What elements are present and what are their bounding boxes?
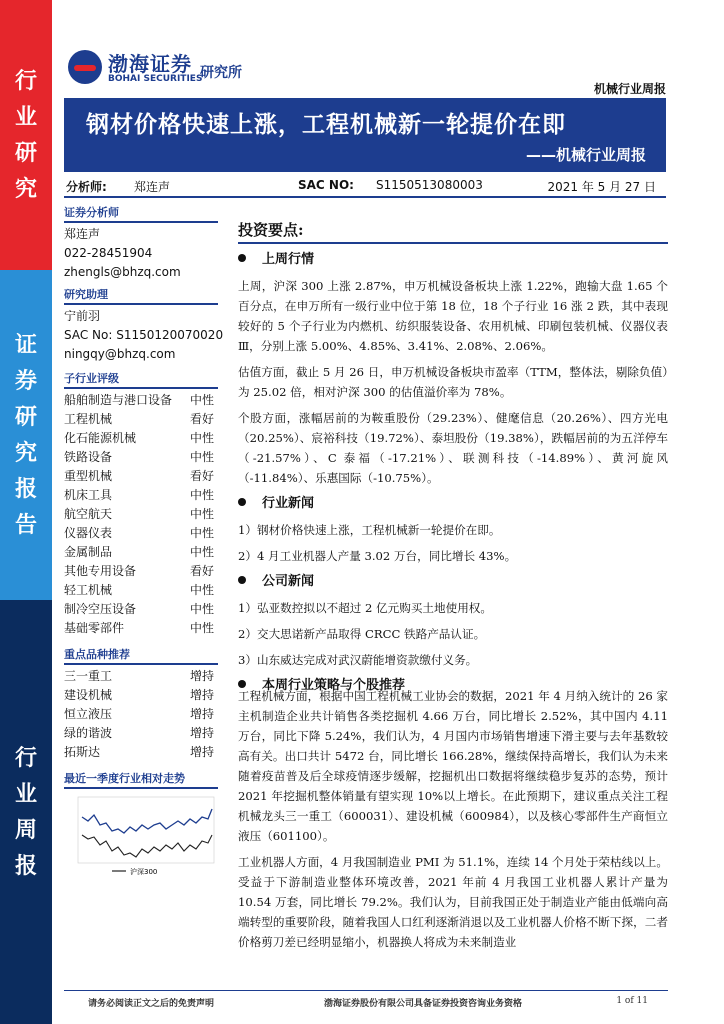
rating-row: [64, 410, 218, 429]
pick-name: 建设机械: [64, 688, 113, 702]
rating-rating: 中性: [189, 602, 214, 616]
section-market-review: [238, 250, 668, 270]
sac-label: SAC NO:: [298, 178, 354, 192]
rating-rating: 中性: [189, 526, 214, 540]
sidebar-char: 周: [14, 817, 37, 843]
news-item: 1）钢材价格快速上涨，工程机械新一轮提价在即。: [238, 523, 501, 537]
analyst-meta-row: [64, 175, 666, 195]
rating-name: 仪器仪表: [64, 526, 113, 540]
analyst-section-heading: 证券分析师: [64, 204, 218, 223]
rating-name: 基础零部件: [64, 621, 125, 635]
sidebar-securities-report: [0, 270, 52, 600]
report-date: 2021 年 5 月 27 日: [547, 180, 656, 194]
analyst-contact-email[interactable]: zhengls@bhzq.com: [64, 265, 181, 279]
rating-rating: 中性: [189, 583, 214, 597]
assistant-name: 宁前羽: [64, 309, 101, 323]
page-subtitle: ——机械行业周报: [525, 146, 646, 164]
analyst-label: 分析师:: [66, 180, 107, 194]
pick-row: [64, 667, 218, 686]
rating-name: 航空航天: [64, 507, 113, 521]
pick-name: 恒立液压: [64, 707, 113, 721]
left-info-column: [64, 204, 224, 880]
sidebar-char: 究: [14, 176, 37, 202]
company-news-item: 2）交大思诺新产品取得 CRCC 铁路产品认证。: [238, 627, 486, 641]
sidebar-char: 证: [14, 332, 37, 358]
paragraph-construction-machinery: 工程机械方面，根据中国工程机械工业协会的数据，2021 年 4 月纳入统计的 26 家主机制造企业共计销售各类挖掘机 4.66 万台，同比增长 2.52%，其中国内 4.11 万台，同比下降 5.24%，我们认为，4 月国内市场销售增速下滑主要与去年基数较高有关。出口共计 5472 台，同比增长 166.28%，继续保持高增长，我们认为未来随着疫苗普及后全球疫情逐步缓解，挖掘机出口数据将继续稳步复苏的态势，预计 2021 年挖掘机整体销量有望实现 10%以上增长。在此预期下，建议重点关注工程机械龙头三一重工（600031）、建设机械（600984），以及核心零部件生产商恒立液压（601100）。: [238, 689, 668, 843]
paragraph-market: 上周，沪深 300 上涨 2.87%，申万机械设备板块上涨 1.22%，跑输大盘 1.65 个百分点，在申万所有一级行业中位于第 18 位，18 个子行业 16 涨 2 跌，其中表现较好的 5 个子行业为内燃机、纺织服装设备、农用机械、印刷包装机械、仪器仪表Ⅲ，分别上涨 5.00%、4.85%、3.41%、2.08%、2.06%。: [238, 279, 668, 353]
rating-row: [64, 391, 218, 410]
rating-rating: 中性: [189, 507, 214, 521]
analyst-contact-name: 郑连声: [64, 227, 101, 241]
company-news-item: 1）弘亚数控拟以不超过 2 亿元购买土地使用权。: [238, 601, 492, 615]
assistant-email[interactable]: ningqy@bhzq.com: [64, 347, 176, 361]
analyst-name: 郑连声: [134, 180, 171, 194]
news-item: 2）4 月工业机器人产量 3.02 万台，同比增长 43%。: [238, 549, 517, 563]
picks-section-heading: 重点品种推荐: [64, 646, 218, 665]
sidebar-char: 业: [14, 104, 37, 130]
footer-divider: [64, 990, 668, 991]
rating-rating: 中性: [189, 450, 214, 464]
sidebar-char: 告: [14, 512, 37, 538]
bullet-icon: [238, 576, 246, 584]
sac-number: S1150513080003: [376, 178, 483, 192]
section-title: 行业新闻: [262, 496, 315, 511]
pick-rating: 增持: [189, 726, 214, 740]
chart-frame: [78, 797, 214, 863]
rating-rating: 中性: [189, 488, 214, 502]
report-type: 机械行业周报: [593, 82, 666, 96]
title-banner: [64, 98, 666, 172]
sidebar-char: 研: [14, 140, 37, 166]
section-title: 上周行情: [262, 252, 315, 267]
rating-name: 重型机械: [64, 469, 113, 483]
bohai-logo: [68, 46, 268, 94]
rating-rating: 看好: [189, 412, 214, 426]
footer-qualification: 渤海证券股份有限公司具备证券投资咨询业务资格: [324, 999, 523, 1009]
rating-row: [64, 581, 218, 600]
rating-row: [64, 448, 218, 467]
paragraph-valuation: 估值方面，截止 5 月 26 日，申万机械设备板块市盈率（TTM，整体法，剔除负值）为 25.02 倍，相对沪深 300 的估值溢价率为 78%。: [238, 365, 668, 399]
pick-name: 拓斯达: [64, 745, 101, 759]
sidebar-weekly-report: [0, 600, 52, 1024]
main-content: [238, 220, 668, 702]
sidebar-char: 报: [14, 853, 37, 879]
paragraph-stocks: 个股方面，涨幅居前的为鞍重股份（29.23%）、健麾信息（20.26%）、四方光电（20.25%）、宸裕科技（19.72%）、泰坦股份（19.38%），跌幅居前的为五洋停车（-21.57%）、C 泰福（-17.21%）、联测科技（-14.89%）、黄河旋风（-11.84%）、乐惠国际（-10.75%）。: [238, 411, 668, 485]
bullet-icon: [238, 254, 246, 262]
rating-name: 金属制品: [64, 545, 113, 559]
rating-name: 化石能源机械: [64, 431, 137, 445]
footer-disclaimer[interactable]: 请务必阅读正文之后的免责声明: [88, 999, 215, 1009]
page-title: 钢材价格快速上涨，工程机械新一轮提价在即: [86, 112, 566, 138]
legend-label: 沪深300: [130, 868, 158, 876]
sidebar-industry-research: [0, 0, 52, 270]
rating-rating: 中性: [189, 431, 214, 445]
rating-row: [64, 486, 218, 505]
logo-research-institute: 研究所: [200, 65, 242, 81]
page-number: 1 of 11: [616, 996, 648, 1006]
rating-row: [64, 562, 218, 581]
rating-row: [64, 543, 218, 562]
relative-trend-chart: [64, 795, 218, 877]
section-title: 本周行业策略与个股推荐: [262, 678, 406, 693]
assistant-sac: SAC No: S1150120070020: [64, 328, 224, 342]
pick-rating: 增持: [189, 707, 214, 721]
ratings-section-heading: 子行业评级: [64, 370, 218, 389]
pick-row: [64, 743, 218, 762]
key-points-heading: 投资要点:: [238, 220, 668, 244]
rating-name: 机床工具: [64, 488, 113, 502]
logo-chinese-name: 渤海证券: [108, 52, 192, 76]
sidebar-char: 报: [14, 476, 37, 502]
pick-rating: 增持: [189, 745, 214, 759]
divider: [64, 196, 666, 198]
sidebar-char: 行: [14, 68, 37, 94]
rating-name: 其他专用设备: [64, 564, 137, 578]
sub-industry-ratings-table: [64, 391, 218, 638]
pick-row: [64, 686, 218, 705]
rating-row: [64, 524, 218, 543]
section-company-news: [238, 572, 668, 592]
paragraph-industrial-robots: 工业机器人方面，4 月我国制造业 PMI 为 51.1%，连续 14 个月处于荣枯线以上。受益于下游制造业整体环境改善，2021 年前 4 月我国工业机器人累计产量为 10.54 万套，同比增长 79.2%。我们认为，目前我国正处于制造业产能由低端向高端转型的重要阶段，随着我国人口红利逐渐消退以及工业机器人价格不断下探，二者价格剪刀差已经明显缩小，机器换人将成为未来制造业: [238, 855, 668, 949]
pick-row: [64, 724, 218, 743]
analyst-contact-phone: 022-28451904: [64, 246, 153, 260]
bullet-icon: [238, 498, 246, 506]
sidebar-char: 业: [14, 781, 37, 807]
pick-name: 三一重工: [64, 669, 113, 683]
rating-rating: 看好: [189, 564, 214, 578]
sidebar-char: 究: [14, 440, 37, 466]
rating-rating: 中性: [189, 393, 214, 407]
rating-rating: 中性: [189, 545, 214, 559]
rating-rating: 看好: [189, 469, 214, 483]
assistant-section-heading: 研究助理: [64, 286, 218, 305]
rating-name: 铁路设备: [64, 450, 113, 464]
strategy-content: [238, 686, 668, 949]
pick-rating: 增持: [189, 688, 214, 702]
recommended-stocks-table: [64, 667, 218, 762]
rating-row: [64, 505, 218, 524]
bohai-logo-icon: [68, 50, 102, 84]
section-industry-news: [238, 494, 668, 514]
section-title: 公司新闻: [262, 574, 315, 589]
rating-row: [64, 467, 218, 486]
sidebar-char: 研: [14, 404, 37, 430]
rating-row: [64, 429, 218, 448]
pick-row: [64, 705, 218, 724]
rating-row: [64, 600, 218, 619]
rating-name: 工程机械: [64, 412, 113, 426]
rating-row: [64, 619, 218, 638]
rating-name: 船舶制造与港口设备: [64, 393, 173, 407]
pick-name: 绿的谐波: [64, 726, 113, 740]
pick-rating: 增持: [189, 669, 214, 683]
sidebar-char: 券: [14, 368, 37, 394]
company-news-item: 3）山东威达完成对武汉蔚能增资款缴付义务。: [238, 653, 478, 667]
rating-name: 制冷空压设备: [64, 602, 137, 616]
logo-english-name: BOHAI SECURITIES: [108, 74, 203, 84]
rating-name: 轻工机械: [64, 583, 113, 597]
sidebar-char: 行: [14, 745, 37, 771]
trend-section-heading: 最近一季度行业相对走势: [64, 770, 218, 789]
rating-rating: 中性: [189, 621, 214, 635]
